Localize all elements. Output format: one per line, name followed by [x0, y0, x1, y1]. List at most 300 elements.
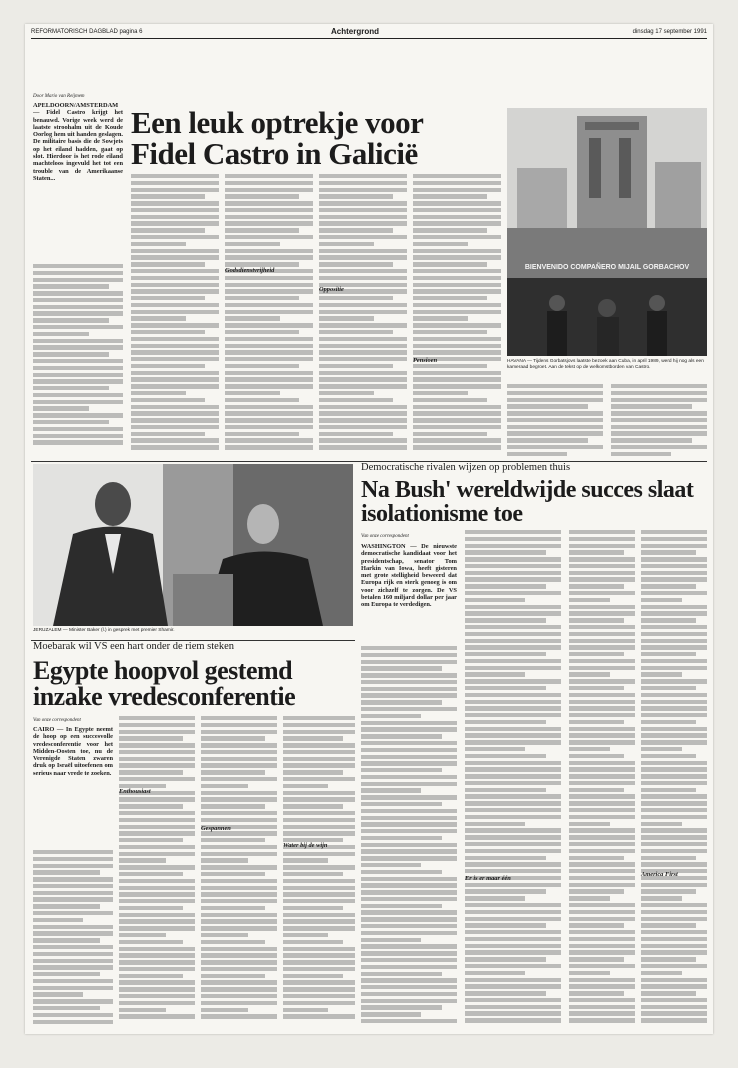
text-line	[641, 720, 696, 724]
text-line	[413, 350, 501, 354]
text-line	[361, 646, 457, 650]
text-line	[641, 788, 696, 792]
text-line	[413, 262, 487, 266]
text-line	[225, 194, 299, 198]
text-line	[569, 896, 610, 900]
text-line	[465, 666, 561, 670]
text-line	[33, 938, 100, 942]
text-line	[641, 849, 707, 853]
text-line	[33, 911, 113, 915]
text-line	[465, 639, 561, 643]
text-line	[641, 971, 682, 975]
article2-column-1	[361, 646, 457, 1028]
text-line	[641, 883, 707, 887]
text-line	[413, 289, 501, 293]
text-line	[361, 673, 457, 677]
text-line	[283, 947, 355, 951]
text-line	[465, 632, 561, 636]
article1-column-3	[225, 174, 313, 454]
text-line	[283, 831, 355, 835]
text-line	[283, 886, 355, 890]
article3-column-2	[119, 716, 195, 1028]
text-line	[119, 872, 183, 876]
text-line	[283, 777, 355, 781]
text-line	[33, 339, 123, 343]
text-line	[33, 1006, 100, 1010]
text-line	[201, 940, 265, 944]
text-line	[33, 406, 89, 410]
text-line	[33, 386, 109, 390]
text-line	[131, 201, 219, 205]
text-line	[413, 344, 501, 348]
text-line	[201, 879, 277, 883]
text-line	[569, 557, 635, 561]
text-line	[201, 845, 277, 849]
text-line	[283, 919, 355, 923]
text-line	[119, 926, 195, 930]
text-line	[507, 391, 603, 395]
text-line	[611, 384, 707, 388]
text-line	[641, 774, 707, 778]
text-line	[33, 373, 123, 377]
text-line	[283, 865, 355, 869]
text-line	[319, 391, 374, 395]
text-line	[283, 736, 343, 740]
text-line	[283, 716, 355, 720]
text-line	[119, 757, 195, 761]
text-line	[201, 872, 265, 876]
text-line	[225, 215, 313, 219]
text-line	[569, 937, 635, 941]
text-line	[319, 215, 407, 219]
text-line	[225, 283, 313, 287]
text-line	[119, 940, 183, 944]
text-line	[361, 660, 457, 664]
text-line	[319, 432, 393, 436]
text-line	[507, 398, 603, 402]
text-line	[319, 269, 407, 273]
text-line	[119, 797, 195, 801]
text-line	[319, 310, 407, 314]
text-line	[569, 883, 635, 887]
text-line	[641, 666, 707, 670]
text-line	[131, 215, 219, 219]
text-line	[33, 420, 109, 424]
text-line	[413, 235, 501, 239]
text-line	[507, 425, 603, 429]
text-line	[569, 856, 624, 860]
text-line	[131, 283, 219, 287]
text-line	[641, 571, 707, 575]
text-line	[131, 181, 219, 185]
text-line	[119, 811, 195, 815]
text-line	[33, 427, 123, 431]
article1-column-5	[413, 174, 501, 454]
text-line	[569, 930, 635, 934]
text-line	[131, 418, 219, 422]
text-line	[507, 431, 603, 435]
text-line	[319, 371, 407, 375]
text-line	[361, 1012, 421, 1016]
text-line	[201, 858, 248, 862]
text-line	[361, 755, 457, 759]
text-line	[319, 221, 407, 225]
text-line	[283, 980, 355, 984]
text-line	[641, 761, 707, 765]
text-line	[569, 659, 635, 663]
text-line	[413, 438, 501, 442]
text-line	[641, 1011, 707, 1015]
text-line	[507, 404, 588, 408]
text-line	[131, 384, 219, 388]
text-line	[283, 1008, 328, 1012]
text-line	[611, 425, 707, 429]
text-line	[283, 1014, 355, 1018]
text-line	[225, 350, 313, 354]
text-line	[33, 359, 123, 363]
text-line	[641, 903, 707, 907]
text-line	[225, 296, 299, 300]
jeruzalem-photo	[33, 464, 353, 626]
text-line	[319, 445, 407, 449]
text-line	[413, 296, 487, 300]
text-line	[319, 208, 407, 212]
text-line	[283, 818, 355, 822]
text-line	[319, 398, 393, 402]
text-line	[569, 605, 635, 609]
text-line	[465, 788, 546, 792]
text-line	[33, 400, 123, 404]
text-line	[201, 967, 277, 971]
text-line	[569, 842, 635, 846]
text-line	[569, 645, 635, 649]
text-line	[225, 188, 313, 192]
text-line	[33, 904, 100, 908]
text-line	[225, 235, 313, 239]
text-line	[465, 618, 546, 622]
text-line	[283, 743, 355, 747]
text-line	[465, 910, 561, 914]
text-line	[319, 303, 407, 307]
text-line	[569, 862, 635, 866]
text-line	[569, 889, 624, 893]
text-line	[131, 391, 186, 395]
text-line	[119, 974, 183, 978]
text-line	[465, 889, 546, 893]
text-line	[283, 892, 355, 896]
text-line	[641, 625, 707, 629]
article3-lead: CAIRO — In Egypte neemt de hoop op een succesvolle vredesconferentie voor het Midden-Oosten toe, nu de Verenigde Staten zwaren druk op Israël uitoefenen om serieus naar vrede te zoeken.	[33, 726, 113, 777]
text-line	[131, 337, 219, 341]
text-line	[465, 747, 525, 751]
jeruzalem-photo-caption: JERUZALEM — Minister Baker (l.) in gesprek met premier Shamir.	[33, 628, 175, 633]
text-line	[361, 816, 457, 820]
text-line	[569, 544, 635, 548]
text-line	[413, 283, 501, 287]
text-line	[641, 537, 707, 541]
text-line	[361, 1019, 457, 1023]
text-line	[465, 598, 525, 602]
text-line	[569, 700, 635, 704]
text-line	[641, 984, 707, 988]
article1-subhead-2: Oppositie	[319, 286, 344, 293]
text-line	[33, 850, 113, 854]
text-line	[361, 809, 457, 813]
text-line	[611, 418, 707, 422]
text-line	[569, 652, 624, 656]
text-line	[201, 1014, 277, 1018]
text-line	[641, 944, 707, 948]
text-line	[569, 964, 635, 968]
masthead-paper-name: REFORMATORISCH DAGBLAD pagina 6	[31, 29, 143, 35]
text-line	[465, 822, 525, 826]
text-line	[361, 795, 457, 799]
text-line	[33, 931, 113, 935]
text-line	[641, 706, 707, 710]
text-line	[413, 194, 487, 198]
text-line	[131, 438, 219, 442]
text-line	[465, 978, 561, 982]
article3-kicker: Moebarak wil VS een hart onder de riem steken	[33, 641, 234, 652]
text-line	[201, 791, 277, 795]
text-line	[319, 276, 407, 280]
text-line	[119, 865, 195, 869]
text-line	[319, 194, 393, 198]
text-line	[319, 344, 407, 348]
text-line	[413, 405, 501, 409]
text-line	[569, 876, 635, 880]
text-line	[641, 727, 707, 731]
text-line	[465, 944, 561, 948]
article1-subhead-3: Pensioen	[413, 357, 438, 364]
text-line	[119, 913, 195, 917]
text-line	[131, 432, 205, 436]
text-line	[319, 201, 407, 205]
text-line	[283, 804, 343, 808]
text-line	[319, 330, 393, 334]
text-line	[225, 357, 313, 361]
text-line	[201, 750, 277, 754]
text-line	[33, 413, 123, 417]
text-line	[131, 276, 219, 280]
text-line	[465, 537, 561, 541]
text-line	[33, 271, 123, 275]
text-line	[33, 999, 113, 1003]
text-line	[283, 797, 355, 801]
text-line	[641, 754, 696, 758]
text-line	[361, 693, 457, 697]
text-line	[225, 242, 280, 246]
article2-kicker: Democratische rivalen wijzen op problemen thuis	[361, 462, 571, 473]
text-line	[119, 933, 166, 937]
text-line	[465, 964, 561, 968]
text-line	[465, 557, 561, 561]
text-line	[283, 940, 343, 944]
text-line	[201, 933, 248, 937]
text-line	[413, 255, 501, 259]
text-line	[33, 952, 113, 956]
text-line	[465, 774, 561, 778]
text-line	[225, 303, 313, 307]
text-line	[569, 761, 635, 765]
text-line	[119, 825, 195, 829]
text-line	[413, 269, 501, 273]
text-line	[361, 938, 421, 942]
text-line	[641, 639, 707, 643]
text-line	[33, 986, 113, 990]
text-line	[319, 337, 407, 341]
text-line	[119, 723, 195, 727]
text-line	[201, 838, 265, 842]
text-line	[33, 345, 123, 349]
text-line	[225, 411, 313, 415]
text-line	[283, 974, 343, 978]
text-line	[413, 330, 487, 334]
text-line	[361, 877, 457, 881]
article3-column-4	[283, 716, 355, 1028]
text-line	[361, 849, 457, 853]
text-line	[225, 405, 313, 409]
text-line	[283, 784, 328, 788]
text-line	[465, 842, 561, 846]
text-line	[569, 686, 624, 690]
text-line	[33, 278, 123, 282]
text-line	[33, 897, 113, 901]
text-line	[569, 577, 635, 581]
text-line	[413, 303, 501, 307]
text-line	[641, 808, 707, 812]
text-line	[361, 666, 442, 670]
text-line	[361, 741, 457, 745]
text-line	[465, 808, 561, 812]
text-line	[201, 913, 277, 917]
text-line	[201, 980, 277, 984]
text-line	[641, 713, 707, 717]
text-line	[569, 788, 624, 792]
text-line	[225, 262, 299, 266]
text-line	[33, 870, 100, 874]
text-line	[507, 384, 603, 388]
text-line	[319, 181, 407, 185]
article1-column-4	[319, 174, 407, 454]
text-line	[119, 1014, 195, 1018]
text-line	[225, 181, 313, 185]
text-line	[641, 659, 707, 663]
text-line	[641, 740, 707, 744]
text-line	[413, 364, 487, 368]
text-line	[201, 1001, 277, 1005]
text-line	[33, 440, 123, 444]
text-line	[33, 434, 123, 438]
text-line	[641, 530, 707, 534]
text-line	[465, 794, 561, 798]
text-line	[465, 957, 546, 961]
text-line	[465, 896, 525, 900]
text-line	[225, 276, 313, 280]
text-line	[569, 950, 635, 954]
text-line	[201, 763, 277, 767]
text-line	[569, 971, 610, 975]
text-line	[361, 951, 457, 955]
text-line	[465, 801, 561, 805]
text-line	[131, 249, 219, 253]
text-line	[569, 632, 635, 636]
text-line	[361, 782, 457, 786]
text-line	[569, 571, 635, 575]
text-line	[319, 357, 407, 361]
text-line	[131, 208, 219, 212]
text-line	[225, 228, 299, 232]
text-line	[119, 818, 195, 822]
text-line	[465, 727, 561, 731]
text-line	[413, 425, 501, 429]
text-line	[361, 863, 421, 867]
text-line	[225, 330, 299, 334]
text-line	[641, 991, 696, 995]
text-line	[413, 249, 501, 253]
text-line	[319, 296, 393, 300]
text-line	[361, 836, 442, 840]
text-line	[569, 672, 610, 676]
text-line	[201, 947, 277, 951]
text-line	[225, 249, 313, 253]
text-line	[611, 452, 671, 456]
masthead-date: dinsdag 17 september 1991	[632, 29, 707, 35]
article3-headline: Egypte hoopvol gestemd inzake vredesconferentie	[33, 656, 296, 711]
text-line	[569, 910, 635, 914]
text-line	[611, 404, 692, 408]
text-line	[283, 899, 355, 903]
text-line	[465, 706, 561, 710]
text-line	[361, 944, 457, 948]
text-line	[361, 992, 457, 996]
text-line	[413, 228, 487, 232]
text-line	[569, 998, 635, 1002]
text-line	[465, 950, 561, 954]
text-line	[201, 906, 265, 910]
text-line	[641, 544, 707, 548]
text-line	[33, 1013, 113, 1017]
text-line	[319, 174, 407, 178]
text-line	[201, 899, 277, 903]
text-line	[319, 418, 407, 422]
text-line	[413, 201, 501, 205]
text-line	[201, 716, 277, 720]
article3-column-3	[201, 716, 277, 1028]
text-line	[465, 856, 546, 860]
text-line	[201, 919, 277, 923]
text-line	[465, 652, 546, 656]
text-line	[465, 984, 561, 988]
text-line	[201, 797, 277, 801]
text-line	[361, 727, 457, 731]
text-line	[465, 713, 561, 717]
text-line	[641, 842, 707, 846]
text-line	[33, 891, 113, 895]
text-line	[225, 289, 313, 293]
text-line	[569, 917, 635, 921]
text-line	[641, 889, 696, 893]
text-line	[201, 1008, 248, 1012]
text-line	[283, 960, 355, 964]
article1-headline: Een leuk optrekje voor Fidel Castro in Galicië	[131, 105, 423, 171]
text-line	[361, 761, 457, 765]
text-line	[641, 822, 682, 826]
text-line	[225, 323, 313, 327]
text-line	[201, 730, 277, 734]
text-line	[131, 377, 219, 381]
text-line	[413, 208, 501, 212]
